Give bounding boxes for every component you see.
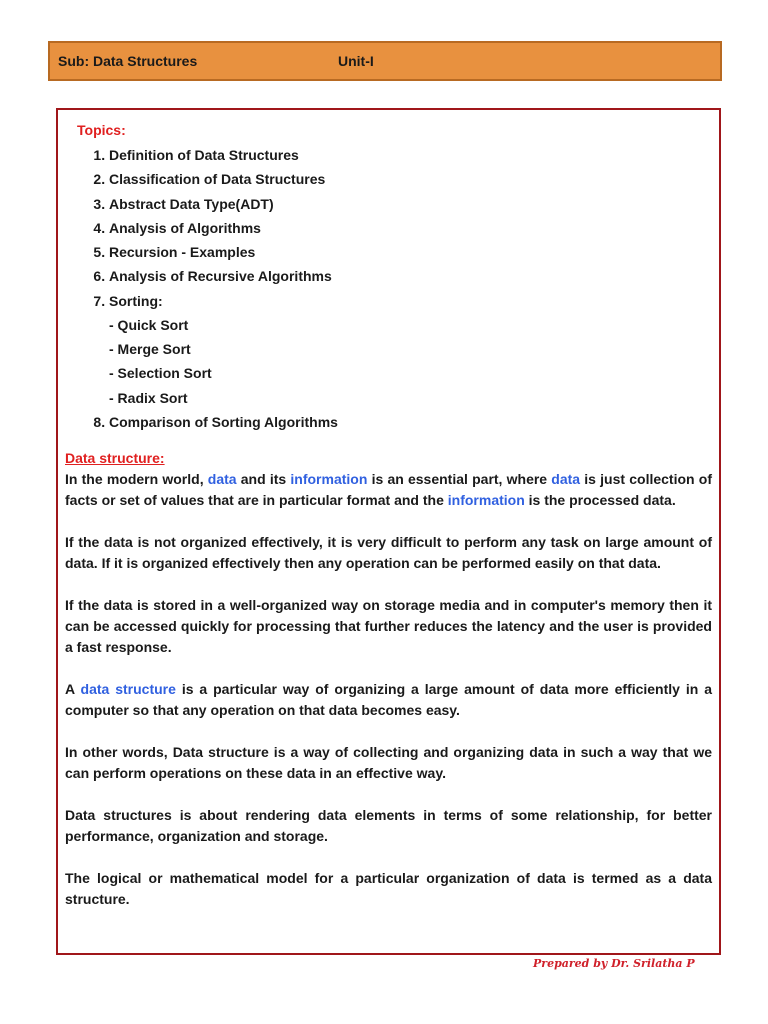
sublist-item: - Radix Sort <box>109 389 188 406</box>
highlight-term: data <box>207 471 237 488</box>
sorting-sublist <box>109 313 712 410</box>
sorting-label: Sorting: <box>109 292 163 309</box>
list-item: 3. Abstract Data Type(ADT) <box>109 192 712 216</box>
sublist-item: - Merge Sort <box>109 341 191 358</box>
page-header <box>48 41 722 81</box>
list-item: 5. Recursion - Examples <box>109 240 712 264</box>
subject-label: Sub: Data Structures <box>58 53 198 69</box>
highlight-term: information <box>447 492 525 509</box>
list-item: 1. Definition of Data Structures <box>109 143 712 167</box>
highlight-term: data <box>551 471 581 488</box>
paragraph-6: Data structures is about rendering data elements in terms of some relationship, for better performance, organization and storage. <box>65 807 712 845</box>
list-item: 2. Classification of Data Structures <box>109 167 712 191</box>
highlight-term: data structure <box>80 681 176 698</box>
author-credit: Prepared by Dr. Srilatha P <box>533 957 695 970</box>
paragraph-3: If the data is stored in a well-organized way on storage media and in computer's memory then it can be accessed quickly for processing that further reduces the latency and the user is provided a fast response. <box>65 597 712 656</box>
list-item: 8. Comparison of Sorting Algorithms <box>109 410 712 434</box>
paragraph-2: If the data is not organized effectively, it is very difficult to perform any task on large amount of data. If it is organized effectively then any operation can be performed easily on that data. <box>65 534 712 572</box>
list-item: 4. Analysis of Algorithms <box>109 216 712 240</box>
list-item-sorting <box>109 289 712 410</box>
sublist-item: - Selection Sort <box>109 365 212 382</box>
content-box <box>56 108 721 955</box>
highlight-term: information <box>290 471 368 488</box>
section-heading: Data structure: <box>65 450 165 467</box>
topics-list <box>65 143 712 434</box>
paragraph-4: A data structure is a particular way of organizing a large amount of data more efficiently in a computer so that any operation on that data becomes easy. <box>65 681 713 719</box>
paragraph-1: In the modern world, data and its information is an essential part, where data is just collection of facts or set of values that are in particular format and the information is the processed data. <box>65 471 712 509</box>
unit-label: Unit-I <box>338 53 374 69</box>
sublist-item: - Quick Sort <box>109 316 189 333</box>
list-item: 6. Analysis of Recursive Algorithms <box>109 264 712 288</box>
paragraph-7: The logical or mathematical model for a particular organization of data is termed as a data structure. <box>65 870 712 908</box>
paragraph-5: In other words, Data structure is a way of collecting and organizing data in such a way that we can perform operations on these data in an effective way. <box>65 744 712 782</box>
topics-heading: Topics: <box>77 122 126 138</box>
